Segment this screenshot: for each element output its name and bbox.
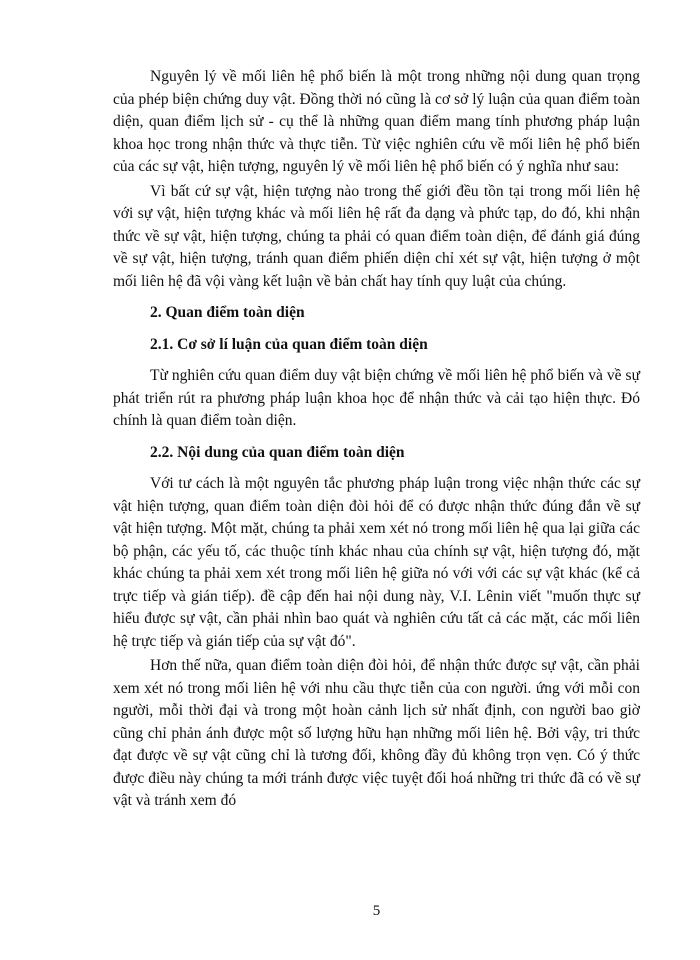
- paragraph-intro: Nguyên lý về mối liên hệ phổ biến là một trong những nội dung quan trọng của phép biện chứng duy vật. Đồng thời nó cũng là cơ sở lý luận của quan điểm toàn diện, quan điểm lịch sử - cụ thể là những quan điểm mang tính phương pháp luận khoa học trong nhận thức và thực tiễn. Từ việc nghiên cứu về mối liên hệ phổ biến của các sự vật, hiện tượng, nguyên lý về mối liên hệ phổ biến có ý nghĩa như sau:: [113, 68, 640, 175]
- heading-section-2: 2. Quan điểm toàn diện: [150, 304, 305, 321]
- paragraph-section-2-2-b: Hơn thế nữa, quan điểm toàn diện đòi hỏi, để nhận thức được sự vật, cần phải xem xét nó trong mối liên hệ với nhu cầu thực tiễn của con người. ứng với mỗi con người, mỗi thời đại và trong một hoàn cảnh lịch sử nhất định, con người bao giờ cũng chỉ phản ánh được một số lượng hữu hạn những mối liên hệ. Bởi vậy, tri thức đạt được về sự vật cũng chỉ là tương đối, không đầy đủ không trọn vẹn. Có ý thức được điều này chúng ta mới tránh được việc tuyệt đối hoá những tri thức đã có về sự vật và tránh xem đó: [113, 657, 640, 809]
- paragraph-section-2-1: Từ nghiên cứu quan điểm duy vật biện chứng về mối liên hệ phổ biến và về sự phát triển rút ra phương pháp luận khoa học để nhận thức và cải tạo hiện thực. Đó chính là quan điểm toàn diện.: [113, 367, 640, 429]
- paragraph-meaning: Vì bất cứ sự vật, hiện tượng nào trong thế giới đều tồn tại trong mối liên hệ với sự vật, hiện tượng khác và mối liên hệ rất đa dạng và phức tạp, do đó, khi nhận thức về sự vật, hiện tượng, chúng ta phải có quan điểm toàn diện, để đánh giá đúng về sự vật, hiện tượng, tránh quan điểm phiến diện chỉ xét sự vật, hiện tượng ở một mối liên hệ đã vội vàng kết luận về bản chất hay tính quy luật của chúng.: [113, 182, 640, 290]
- page-number: 5: [372, 903, 381, 919]
- heading-section-2-2: 2.2. Nội dung của quan điểm toàn diện: [150, 443, 405, 461]
- document-content: [113, 66, 640, 813]
- heading-section-2-1: 2.1. Cơ sở lí luận của quan điểm toàn diện: [150, 335, 428, 353]
- paragraph-section-2-2-a: Với tư cách là một nguyên tắc phương pháp luận trong việc nhận thức các sự vật hiện tượng, quan điểm toàn diện đòi hỏi để có được nhận thức đúng đắn về sự vật hiện tượng. Một mặt, chúng ta phải xem xét nó trong mối liên hệ qua lại giữa các bộ phận, các yếu tố, các thuộc tính khác nhau của chính sự vật, hiện tượng đó, mặt khác chúng ta phải xem xét trong mối liên hệ giữa nó với với các sự vật khác (kể cả trực tiếp và gián tiếp). đề cập đến hai nội dung này, V.I. Lênin viết "muốn thực sự hiểu được sự vật, cần phải nhìn bao quát và nghiên cứu tất cả các mặt, các mối liên hệ trực tiếp và gián tiếp của sự vật đó".: [113, 475, 640, 650]
